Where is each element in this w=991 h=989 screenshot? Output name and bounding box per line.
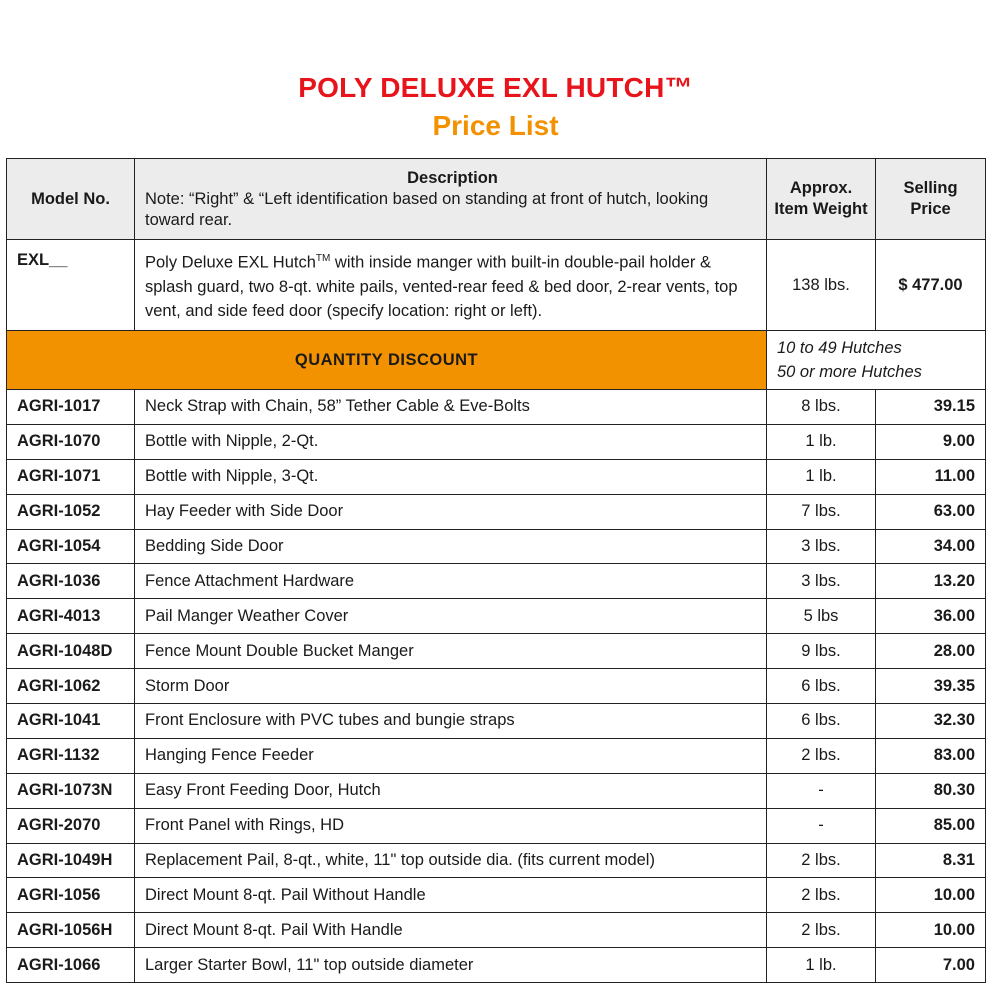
item-model: AGRI-2070	[7, 808, 135, 843]
price-table	[6, 158, 986, 983]
item-weight: 2 lbs.	[767, 878, 876, 913]
trademark-mark: TM	[315, 253, 331, 265]
item-description: Fence Mount Double Bucket Manger	[135, 634, 767, 669]
item-weight: 2 lbs.	[767, 843, 876, 878]
item-price: 34.00	[876, 529, 986, 564]
item-price: 39.35	[876, 669, 986, 704]
item-price: 80.30	[876, 773, 986, 808]
header-price: Selling Price	[876, 159, 986, 240]
item-price: 39.15	[876, 390, 986, 425]
item-price: 9.00	[876, 424, 986, 459]
main-item-description	[135, 240, 767, 331]
item-model: AGRI-1049H	[7, 843, 135, 878]
table-row	[7, 424, 986, 459]
item-price: 11.00	[876, 459, 986, 494]
item-description: Bottle with Nipple, 2-Qt.	[135, 424, 767, 459]
item-model: AGRI-1036	[7, 564, 135, 599]
item-price: 8.31	[876, 843, 986, 878]
main-item-details: with inside manger with built-in double-pail holder & splash guard, two 8-qt. white pails, vented-rear feed & bed door, 2-rear vents, top vent, and side feed door (specify location: right or left).	[145, 253, 738, 320]
item-price: 32.30	[876, 704, 986, 739]
table-row	[7, 634, 986, 669]
item-description: Pail Manger Weather Cover	[135, 599, 767, 634]
table-row	[7, 564, 986, 599]
discount-tier-2: 50 or more Hutches	[777, 363, 922, 381]
page-subtitle: Price List	[432, 110, 559, 141]
item-description: Replacement Pail, 8-qt., white, 11" top outside dia. (fits current model)	[135, 843, 767, 878]
item-price: 85.00	[876, 808, 986, 843]
item-weight: 9 lbs.	[767, 634, 876, 669]
item-description: Front Panel with Rings, HD	[135, 808, 767, 843]
table-row	[7, 494, 986, 529]
table-row	[7, 808, 986, 843]
item-model: AGRI-1132	[7, 738, 135, 773]
item-description: Hay Feeder with Side Door	[135, 494, 767, 529]
table-row	[7, 459, 986, 494]
item-weight: 2 lbs.	[767, 738, 876, 773]
item-weight: 3 lbs.	[767, 564, 876, 599]
item-description: Direct Mount 8-qt. Pail With Handle	[135, 913, 767, 948]
item-description: Bedding Side Door	[135, 529, 767, 564]
item-description: Easy Front Feeding Door, Hutch	[135, 773, 767, 808]
table-row	[7, 529, 986, 564]
item-price: 13.20	[876, 564, 986, 599]
item-description: Fence Attachment Hardware	[135, 564, 767, 599]
header-description-title: Description	[407, 168, 498, 187]
table-row	[7, 669, 986, 704]
item-weight: 6 lbs.	[767, 669, 876, 704]
item-price: 83.00	[876, 738, 986, 773]
table-row	[7, 390, 986, 425]
item-weight: 8 lbs.	[767, 390, 876, 425]
item-weight: 6 lbs.	[767, 704, 876, 739]
table-row	[7, 843, 986, 878]
table-row	[7, 948, 986, 983]
item-model: AGRI-1056H	[7, 913, 135, 948]
item-weight: 3 lbs.	[767, 529, 876, 564]
header-description-note: Note: “Right” & “Left identification based on standing at front of hutch, looking toward rear.	[145, 189, 709, 229]
quantity-discount-tiers	[767, 331, 986, 390]
main-item-price: $ 477.00	[876, 240, 986, 331]
item-weight: 1 lb.	[767, 948, 876, 983]
item-price: 10.00	[876, 878, 986, 913]
main-item-model: EXL__	[7, 240, 135, 331]
table-row	[7, 704, 986, 739]
header-description	[135, 159, 767, 240]
item-model: AGRI-1041	[7, 704, 135, 739]
item-weight: 5 lbs	[767, 599, 876, 634]
table-row	[7, 738, 986, 773]
item-model: AGRI-1070	[7, 424, 135, 459]
item-model: AGRI-1052	[7, 494, 135, 529]
item-description: Neck Strap with Chain, 58” Tether Cable & Eve-Bolts	[135, 390, 767, 425]
header-weight: Approx. Item Weight	[767, 159, 876, 240]
item-description: Front Enclosure with PVC tubes and bungie straps	[135, 704, 767, 739]
item-model: AGRI-1048D	[7, 634, 135, 669]
quantity-discount-label: QUANTITY DISCOUNT	[7, 331, 767, 390]
table-row	[7, 913, 986, 948]
item-weight: -	[767, 808, 876, 843]
item-weight: 2 lbs.	[767, 913, 876, 948]
item-weight: 7 lbs.	[767, 494, 876, 529]
item-price: 10.00	[876, 913, 986, 948]
item-model: AGRI-1066	[7, 948, 135, 983]
table-row	[7, 878, 986, 913]
page-title: POLY DELUXE EXL HUTCH™	[298, 72, 693, 103]
item-description: Direct Mount 8-qt. Pail Without Handle	[135, 878, 767, 913]
quantity-discount-row	[7, 331, 986, 390]
main-item-row	[7, 240, 986, 331]
table-row	[7, 599, 986, 634]
main-item-weight: 138 lbs.	[767, 240, 876, 331]
item-description: Storm Door	[135, 669, 767, 704]
item-weight: -	[767, 773, 876, 808]
item-price: 7.00	[876, 948, 986, 983]
discount-tier-1: 10 to 49 Hutches	[777, 339, 902, 357]
item-price: 36.00	[876, 599, 986, 634]
table-row	[7, 773, 986, 808]
item-weight: 1 lb.	[767, 459, 876, 494]
item-price: 63.00	[876, 494, 986, 529]
item-model: AGRI-1073N	[7, 773, 135, 808]
item-description: Bottle with Nipple, 3-Qt.	[135, 459, 767, 494]
main-item-name: Poly Deluxe EXL Hutch	[145, 253, 316, 272]
item-model: AGRI-1017	[7, 390, 135, 425]
item-model: AGRI-4013	[7, 599, 135, 634]
header-row	[7, 159, 986, 240]
item-price: 28.00	[876, 634, 986, 669]
item-model: AGRI-1056	[7, 878, 135, 913]
item-model: AGRI-1071	[7, 459, 135, 494]
header-model: Model No.	[7, 159, 135, 240]
item-model: AGRI-1054	[7, 529, 135, 564]
item-description: Larger Starter Bowl, 11" top outside diameter	[135, 948, 767, 983]
item-model: AGRI-1062	[7, 669, 135, 704]
item-description: Hanging Fence Feeder	[135, 738, 767, 773]
item-weight: 1 lb.	[767, 424, 876, 459]
